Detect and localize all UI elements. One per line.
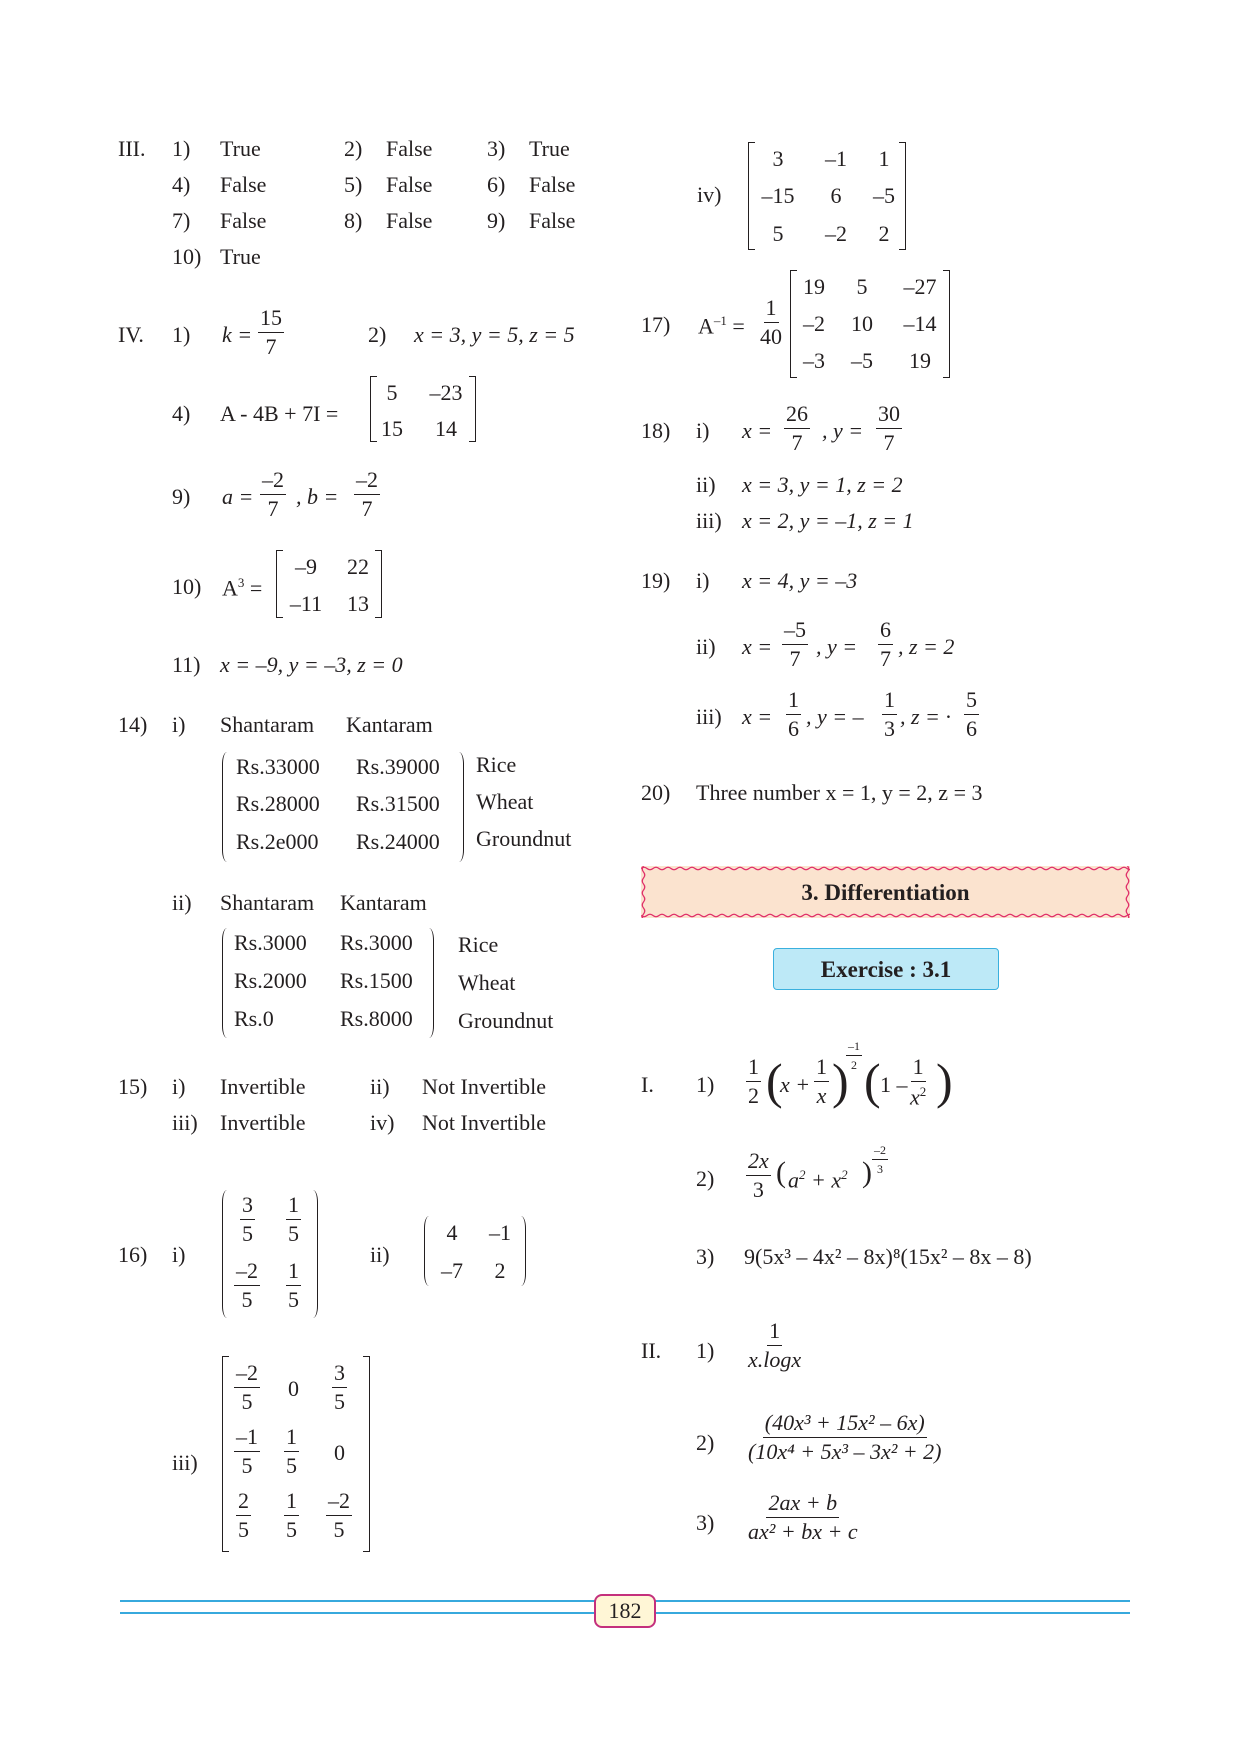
tf-val-7: False bbox=[220, 208, 267, 233]
tf-val-5: False bbox=[386, 172, 433, 197]
matrix-cell: –11 bbox=[289, 591, 323, 616]
q14-i-row-label: Groundnut bbox=[476, 826, 572, 851]
matrix-cell: 4 bbox=[446, 1220, 458, 1245]
fraction-denominator: 2 bbox=[851, 1058, 857, 1072]
matrix-fraction bbox=[326, 1490, 352, 1541]
q19-ii-num: ii) bbox=[696, 634, 716, 659]
fraction-numerator: –2 bbox=[234, 1362, 260, 1388]
q14-ii-header-kantaram: Kantaram bbox=[340, 890, 427, 915]
tf-num-3: 3) bbox=[487, 136, 506, 161]
diff-i-q1-one: 1 – bbox=[880, 1072, 908, 1097]
matrix-cell: 10 bbox=[851, 311, 873, 336]
fraction-denominator: 6 bbox=[966, 716, 977, 741]
diff-i-q1-close-paren: ) bbox=[832, 1053, 849, 1109]
tf-num-6: 6) bbox=[487, 172, 506, 197]
q16-iii-matrix bbox=[222, 1356, 370, 1552]
matrix-cell: –5 bbox=[873, 183, 895, 208]
matrix-fraction bbox=[234, 1426, 260, 1477]
matrix-cell: Rs.33000 bbox=[236, 754, 320, 779]
fraction-numerator: –2 bbox=[872, 1144, 888, 1160]
diff-i-q1-num: 1) bbox=[696, 1072, 715, 1097]
fraction-denominator: 5 bbox=[286, 1453, 297, 1478]
fraction-denominator: 7 bbox=[791, 430, 803, 455]
q15-i-num: i) bbox=[172, 1074, 186, 1099]
matrix-fraction bbox=[286, 1260, 301, 1311]
matrix-cell: 22 bbox=[347, 554, 369, 579]
matrix-cell: 3 bbox=[772, 146, 784, 171]
exercise-title: Exercise : 3.1 bbox=[820, 957, 952, 982]
fraction-numerator: 2x bbox=[746, 1150, 771, 1176]
fraction-numerator: 1 bbox=[911, 1056, 926, 1082]
diff-i-q1-inner-fraction bbox=[814, 1056, 829, 1107]
fraction-numerator: 1 bbox=[286, 1194, 301, 1220]
matrix-cell: 5 bbox=[772, 221, 784, 246]
matrix-fraction bbox=[286, 1194, 301, 1245]
fraction-denominator: 5 bbox=[241, 1287, 253, 1312]
q18-iii-answer: x = 2, y = –1, z = 1 bbox=[742, 508, 914, 533]
tf-num-10: 10) bbox=[172, 244, 202, 269]
tf-num-8: 8) bbox=[344, 208, 363, 233]
q17-matrix bbox=[790, 270, 950, 378]
q15-iii-answer: Invertible bbox=[220, 1110, 306, 1135]
tf-num-1: 1) bbox=[172, 136, 191, 161]
diff-ii-q2-num: 2) bbox=[696, 1430, 715, 1455]
matrix-cell: –3 bbox=[803, 348, 825, 373]
diff-i-q1-open-paren: ( bbox=[766, 1053, 783, 1109]
diff-ii-q1-num: 1) bbox=[696, 1338, 715, 1363]
matrix-cell: 19 bbox=[909, 348, 931, 373]
fraction-numerator: –5 bbox=[782, 619, 808, 645]
tf-val-6: False bbox=[529, 172, 576, 197]
fraction-numerator: 2 bbox=[236, 1490, 251, 1516]
fraction-numerator: –2 bbox=[354, 469, 380, 495]
matrix-cell: Rs.3000 bbox=[234, 930, 307, 955]
tf-val-10: True bbox=[220, 244, 261, 269]
q15-iv-num: iv) bbox=[370, 1110, 395, 1135]
q19-i-answer: x = 4, y = –3 bbox=[742, 568, 858, 593]
fraction-denominator: 5 bbox=[288, 1287, 299, 1312]
fraction-denominator: 7 bbox=[265, 334, 277, 359]
matrix-cell: Rs.0 bbox=[234, 1006, 274, 1031]
matrix-fraction bbox=[332, 1362, 347, 1413]
q18-i-num: i) bbox=[696, 418, 710, 443]
q15-i-answer: Invertible bbox=[220, 1074, 306, 1099]
diff-i-q1-open-paren-2: ( bbox=[864, 1053, 881, 1109]
variable-a: a bbox=[788, 1167, 799, 1193]
fraction-denominator: x.logx bbox=[748, 1347, 802, 1372]
q19-iii-y-fraction bbox=[882, 689, 897, 740]
matrix-cell: 19 bbox=[803, 274, 825, 299]
fraction-denominator: 7 bbox=[880, 646, 891, 671]
q18-ii-answer: x = 3, y = 1, z = 2 bbox=[742, 472, 903, 497]
fraction-denominator: ax² + bx + c bbox=[748, 1519, 858, 1544]
power-2: 2 bbox=[919, 1084, 927, 1099]
iv-q4-matrix bbox=[370, 376, 476, 442]
q20-num: 20) bbox=[641, 780, 671, 805]
variable-x: x bbox=[910, 1084, 920, 1110]
q15-iii-num: iii) bbox=[172, 1110, 198, 1135]
fraction-denominator bbox=[908, 1082, 928, 1108]
fraction-denominator: 7 bbox=[267, 496, 279, 521]
fraction-numerator: 15 bbox=[258, 307, 284, 333]
diff-i-q1-x: x + bbox=[780, 1072, 811, 1097]
q19-ii-z: , z = 2 bbox=[898, 634, 955, 659]
power-3: 3 bbox=[237, 575, 245, 590]
tf-val-8: False bbox=[386, 208, 433, 233]
iv-q9-b: , b = bbox=[296, 484, 339, 509]
tf-val-2: False bbox=[386, 136, 433, 161]
matrix-cell: Rs.39000 bbox=[356, 754, 440, 779]
fraction-numerator: 30 bbox=[876, 403, 902, 429]
iv-q4-lhs: A - 4B + 7I = bbox=[220, 401, 339, 426]
q14-ii-row-label: Wheat bbox=[458, 970, 516, 995]
fraction-numerator: –1 bbox=[234, 1426, 260, 1452]
diff-i-q1-half bbox=[746, 1056, 761, 1107]
q17-fraction bbox=[758, 297, 784, 348]
diff-ii-q1-fraction bbox=[746, 1320, 803, 1371]
fraction-denominator: 5 bbox=[241, 1389, 253, 1414]
fraction-numerator: 1 bbox=[882, 689, 897, 715]
tf-num-7: 7) bbox=[172, 208, 191, 233]
q15-iv-answer: Not Invertible bbox=[422, 1110, 547, 1135]
diff-ii-q3-num: 3) bbox=[696, 1510, 715, 1535]
q14-i-row-label: Wheat bbox=[476, 789, 534, 814]
fraction-numerator: 2ax + b bbox=[766, 1492, 839, 1518]
fraction-numerator: –1 bbox=[846, 1040, 862, 1056]
q19-ii-y-fraction bbox=[878, 619, 893, 670]
fraction-denominator: 3 bbox=[884, 716, 895, 741]
section-title: 3. Differentiation bbox=[801, 880, 970, 905]
iv-q1-fraction bbox=[258, 307, 284, 358]
diff-i-q1-reciprocal bbox=[908, 1056, 928, 1108]
fraction-denominator: 5 bbox=[286, 1517, 297, 1542]
diff-i-q1-close-paren-2: ) bbox=[936, 1053, 953, 1109]
q16-iv-num: iv) bbox=[697, 182, 722, 207]
q14-ii-header-shantaram: Shantaram bbox=[220, 890, 315, 915]
q16-i-matrix bbox=[222, 1190, 318, 1318]
fraction-numerator: 6 bbox=[878, 619, 893, 645]
fraction-denominator: 7 bbox=[361, 496, 373, 521]
iv-q10-matrix bbox=[276, 550, 382, 618]
tf-val-9: False bbox=[529, 208, 576, 233]
q19-i-num: i) bbox=[696, 568, 710, 593]
fraction-denominator: 5 bbox=[288, 1221, 299, 1246]
fraction-denominator: 5 bbox=[238, 1517, 249, 1542]
fraction-denominator: 7 bbox=[883, 430, 895, 455]
matrix-cell: 13 bbox=[347, 591, 369, 616]
fraction-numerator: 1 bbox=[284, 1490, 299, 1516]
fraction-numerator: 3 bbox=[332, 1362, 347, 1388]
fraction-denominator: 3 bbox=[752, 1177, 764, 1202]
fraction-numerator: 1 bbox=[746, 1056, 761, 1082]
q18-i-y-fraction bbox=[876, 403, 902, 454]
matrix-cell: –7 bbox=[441, 1258, 463, 1283]
fraction-denominator: 5 bbox=[334, 1389, 345, 1414]
matrix-cell: –5 bbox=[851, 348, 873, 373]
iv-q10-num: 10) bbox=[172, 574, 202, 599]
fraction-denominator: 7 bbox=[789, 646, 801, 671]
diff-i-label: I. bbox=[641, 1072, 654, 1097]
q14-i-row-label: Rice bbox=[476, 752, 517, 777]
q19-iii-num: iii) bbox=[696, 704, 722, 729]
page-number: 182 bbox=[594, 1594, 656, 1628]
iv-q9-num: 9) bbox=[172, 484, 191, 509]
fraction-denominator: 5 bbox=[333, 1517, 345, 1542]
q14-i-header-kantaram: Kantaram bbox=[346, 712, 433, 737]
q16-ii-num: ii) bbox=[370, 1242, 390, 1267]
matrix-cell: –14 bbox=[903, 311, 937, 336]
fraction-denominator: 2 bbox=[748, 1083, 759, 1108]
tf-num-9: 9) bbox=[487, 208, 506, 233]
iv-q11-num: 11) bbox=[172, 652, 201, 677]
tf-num-2: 2) bbox=[344, 136, 363, 161]
q14-i-header-shantaram: Shantaram bbox=[220, 712, 315, 737]
q19-iii-x-fraction bbox=[786, 689, 801, 740]
diff-i-q2-close-paren: ) bbox=[862, 1156, 872, 1189]
q19-ii-x: x = bbox=[742, 634, 773, 659]
iv-q9-b-fraction bbox=[354, 469, 380, 520]
plus-x: + x bbox=[805, 1167, 842, 1193]
fraction-denominator: 6 bbox=[788, 716, 799, 741]
q16-iv-matrix bbox=[748, 142, 906, 250]
fraction-numerator: 1 bbox=[767, 1320, 782, 1346]
matrix-cell: Rs.2e000 bbox=[236, 829, 319, 854]
tf-val-1: True bbox=[220, 136, 261, 161]
inverse-exponent: –1 bbox=[713, 313, 727, 328]
q15-num: 15) bbox=[118, 1074, 148, 1099]
matrix-cell: Rs.2000 bbox=[234, 968, 307, 993]
matrix-cell: –9 bbox=[295, 554, 317, 579]
q14-i-matrix bbox=[222, 752, 464, 862]
power-2: 2 bbox=[799, 1167, 806, 1182]
matrix-a: A bbox=[222, 575, 238, 601]
diff-i-q2-fraction bbox=[746, 1150, 771, 1201]
matrix-cell: Rs.28000 bbox=[236, 791, 320, 816]
matrix-cell: –2 bbox=[803, 311, 825, 336]
q14-num: 14) bbox=[118, 712, 148, 737]
matrix-a: A bbox=[698, 313, 714, 339]
q16-ii-matrix bbox=[424, 1216, 526, 1286]
diff-ii-q2-fraction bbox=[746, 1412, 943, 1463]
matrix-cell: 2 bbox=[878, 221, 890, 246]
diff-i-q3-answer: 9(5x³ – 4x² – 8x)⁸(15x² – 8x – 8) bbox=[744, 1244, 1032, 1269]
iv-q2-num: 2) bbox=[368, 322, 387, 347]
q19-ii-x-fraction bbox=[782, 619, 808, 670]
q18-iii-num: iii) bbox=[696, 508, 722, 533]
section-heading-box bbox=[641, 866, 1130, 918]
q14-ii-num: ii) bbox=[172, 890, 192, 915]
matrix-cell: 5 bbox=[856, 274, 868, 299]
q18-i-x-fraction bbox=[784, 403, 810, 454]
matrix-cell: 0 bbox=[288, 1376, 299, 1401]
matrix-fraction bbox=[234, 1362, 260, 1413]
fraction-numerator: –2 bbox=[326, 1490, 352, 1516]
section-iii-label: III. bbox=[118, 136, 146, 161]
diff-i-q2-num: 2) bbox=[696, 1166, 715, 1191]
fraction-denominator: 5 bbox=[242, 1221, 253, 1246]
matrix-cell: 14 bbox=[435, 416, 457, 441]
matrix-cell: 2 bbox=[494, 1258, 506, 1283]
fraction-numerator: 1 bbox=[286, 1260, 301, 1286]
q19-iii-y: , y = – bbox=[806, 704, 864, 729]
matrix-cell: Rs.1500 bbox=[340, 968, 413, 993]
fraction-denominator: x bbox=[816, 1083, 827, 1108]
matrix-cell: Rs.3000 bbox=[340, 930, 413, 955]
diff-i-q1-exponent bbox=[846, 1040, 862, 1071]
iv-q9-a: a = bbox=[222, 484, 254, 509]
section-iv-label: IV. bbox=[118, 322, 144, 347]
exercise-heading-box bbox=[773, 948, 999, 990]
fraction-numerator: 5 bbox=[964, 689, 979, 715]
matrix-cell: 6 bbox=[830, 183, 842, 208]
matrix-cell: Rs.24000 bbox=[356, 829, 440, 854]
iv-q2-answer: x = 3, y = 5, z = 5 bbox=[414, 322, 575, 347]
iv-q10-lhs bbox=[222, 576, 262, 599]
matrix-fraction bbox=[284, 1426, 299, 1477]
q14-ii-matrix bbox=[222, 928, 434, 1038]
tf-num-5: 5) bbox=[344, 172, 363, 197]
fraction-denominator: 5 bbox=[241, 1453, 253, 1478]
matrix-cell: 0 bbox=[334, 1440, 345, 1465]
fraction-numerator: 1 bbox=[764, 297, 779, 323]
q17-num: 17) bbox=[641, 312, 671, 337]
iv-q9-a-fraction bbox=[260, 469, 286, 520]
matrix-cell: 5 bbox=[386, 380, 398, 405]
fraction-numerator: –2 bbox=[234, 1260, 260, 1286]
equals: = bbox=[249, 575, 263, 601]
q19-iii-x: x = bbox=[742, 704, 773, 729]
fraction-numerator: 26 bbox=[784, 403, 810, 429]
fraction-denominator: 40 bbox=[760, 324, 782, 349]
q18-num: 18) bbox=[641, 418, 671, 443]
matrix-cell: –27 bbox=[903, 274, 937, 299]
fraction-numerator: (40x³ + 15x² – 6x) bbox=[763, 1412, 927, 1438]
q16-num: 16) bbox=[118, 1242, 148, 1267]
matrix-cell: Rs.31500 bbox=[356, 791, 440, 816]
matrix-cell: –23 bbox=[429, 380, 463, 405]
q19-iii-z-fraction bbox=[964, 689, 979, 740]
q19-ii-y: , y = bbox=[816, 634, 858, 659]
q19-num: 19) bbox=[641, 568, 671, 593]
q15-ii-num: ii) bbox=[370, 1074, 390, 1099]
q17-lhs bbox=[698, 314, 745, 337]
q18-i-x: x = bbox=[742, 418, 773, 443]
diff-ii-q3-fraction bbox=[746, 1492, 860, 1543]
fraction-numerator: 1 bbox=[814, 1056, 829, 1082]
matrix-fraction bbox=[240, 1194, 255, 1245]
fraction-denominator: 3 bbox=[877, 1162, 883, 1176]
q18-ii-num: ii) bbox=[696, 472, 716, 497]
matrix-cell: –15 bbox=[761, 183, 795, 208]
diff-i-q2-body bbox=[788, 1168, 848, 1191]
diff-i-q3-num: 3) bbox=[696, 1244, 715, 1269]
q14-i-num: i) bbox=[172, 712, 186, 737]
matrix-cell: –1 bbox=[489, 1220, 511, 1245]
fraction-denominator: (10x⁴ + 5x³ – 3x² + 2) bbox=[748, 1439, 942, 1464]
fraction-numerator: –2 bbox=[260, 469, 286, 495]
matrix-cell: Rs.8000 bbox=[340, 1006, 413, 1031]
iv-q4-num: 4) bbox=[172, 401, 191, 426]
q19-iii-z: , z = · bbox=[900, 704, 951, 729]
fraction-numerator: 3 bbox=[240, 1194, 255, 1220]
q18-i-y: , y = bbox=[822, 418, 864, 443]
diff-i-q2-open-paren: ( bbox=[776, 1156, 786, 1189]
matrix-fraction bbox=[236, 1490, 251, 1541]
q14-ii-row-label: Groundnut bbox=[458, 1008, 554, 1033]
matrix-cell: 15 bbox=[381, 416, 403, 441]
q16-i-num: i) bbox=[172, 1242, 186, 1267]
tf-val-3: True bbox=[529, 136, 570, 161]
q20-answer: Three number x = 1, y = 2, z = 3 bbox=[696, 780, 983, 805]
matrix-fraction bbox=[284, 1490, 299, 1541]
equals: = bbox=[732, 313, 745, 339]
fraction-numerator: 1 bbox=[786, 689, 801, 715]
diff-i-q2-exponent bbox=[872, 1144, 888, 1175]
diff-ii-label: II. bbox=[641, 1338, 662, 1363]
tf-val-4: False bbox=[220, 172, 267, 197]
matrix-cell: –1 bbox=[825, 146, 847, 171]
power-2: 2 bbox=[841, 1167, 848, 1182]
matrix-cell: 1 bbox=[878, 146, 890, 171]
iv-q1-num: 1) bbox=[172, 322, 191, 347]
q16-iii-num: iii) bbox=[172, 1450, 198, 1475]
iv-q11-answer: x = –9, y = –3, z = 0 bbox=[220, 652, 403, 677]
matrix-fraction bbox=[234, 1260, 260, 1311]
matrix-cell: –2 bbox=[825, 221, 847, 246]
tf-num-4: 4) bbox=[172, 172, 191, 197]
iv-q1-lhs: k = bbox=[222, 322, 253, 347]
fraction-numerator: 1 bbox=[284, 1426, 299, 1452]
q14-ii-row-label: Rice bbox=[458, 932, 499, 957]
q15-ii-answer: Not Invertible bbox=[422, 1074, 547, 1099]
